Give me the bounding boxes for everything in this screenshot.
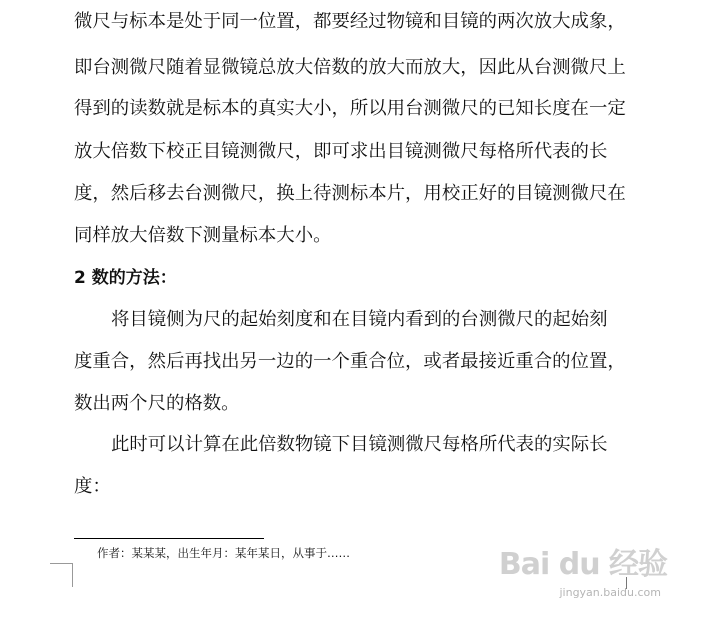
crop-mark-vertical (72, 563, 73, 587)
para3-line-2: 度： (74, 476, 111, 497)
para1-line-1: 微尺与标本是处于同一位置，都要经过物镜和目镜的两次放大成象， (74, 11, 626, 32)
footnote-separator (74, 538, 264, 539)
para2-line-3: 数出两个尺的格数。 (74, 393, 240, 414)
para2-line-1: 将目镜侧为尺的起始刻度和在目镜内看到的台测微尺的起始刻 (111, 309, 608, 330)
para1-line-5: 度，然后移去台测微尺，换上待测标本片，用校正好的目镜测微尺在 (74, 183, 626, 204)
baidu-watermark-logo: Bai du 经验 (498, 547, 667, 582)
baidu-watermark-url: jingyan.baidu.com (559, 586, 661, 599)
para2-line-2: 度重合，然后再找出另一边的一个重合位，或者最接近重合的位置， (74, 351, 626, 372)
para3-line-1: 此时可以计算在此倍数物镜下目镜测微尺每格所代表的实际长 (111, 434, 608, 455)
section-heading: 2 数的方法： (74, 268, 177, 288)
para1-line-6: 同样放大倍数下测量标本大小。 (74, 225, 332, 246)
para1-line-2: 即台测微尺随着显微镜总放大倍数的放大而放大，因此从台测微尺上 (74, 57, 626, 78)
footnote-text: 作者：某某某，出生年月：某年某日，从事于…… (97, 546, 350, 560)
para1-line-3: 得到的读数就是标本的真实大小，所以用台测微尺的已知长度在一定 (74, 98, 626, 119)
para1-line-4: 放大倍数下校正目镜测微尺，即可求出目镜测微尺每格所代表的长 (74, 141, 608, 162)
crop-mark-horizontal (50, 563, 72, 564)
